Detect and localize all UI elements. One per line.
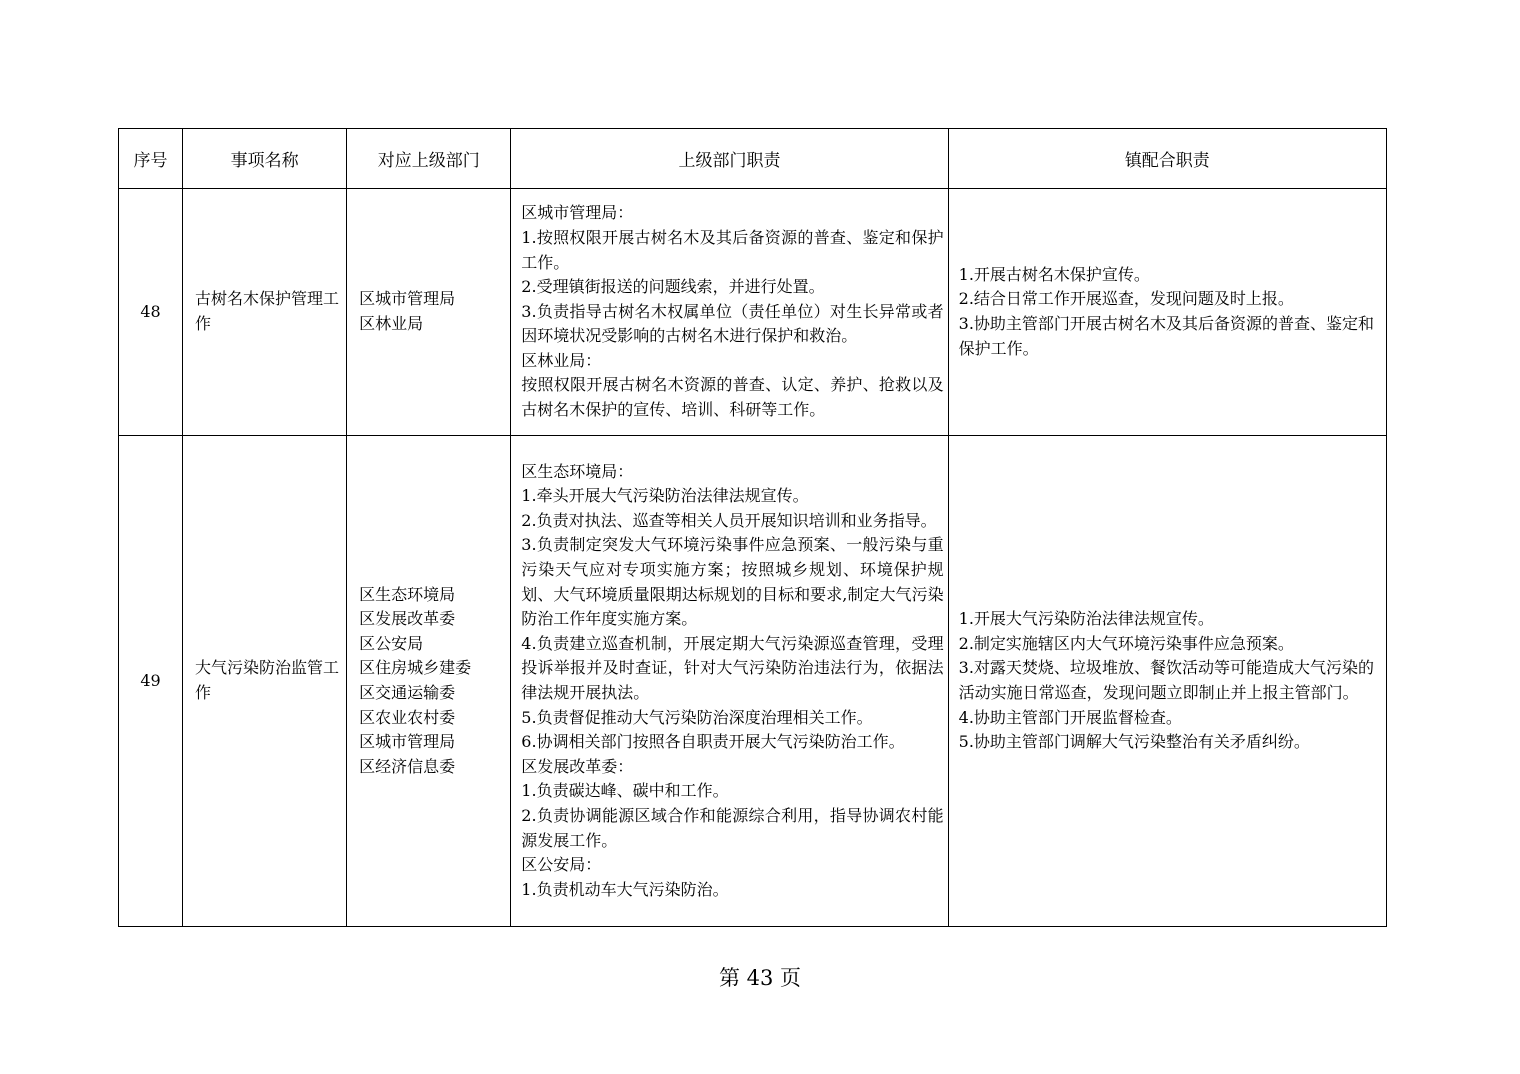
superior-departments [347,189,511,436]
duty-line: 2.负责对执法、巡查等相关人员开展知识培训和业务指导。 [521,510,937,530]
town-duty-line: 4.协助主管部门开展监督检查。 [958,707,1182,727]
duty-line: 3.负责制定突发大气环境污染事件应急预案、一般污染与重污染天气应对专项实施方案；按照城乡规划、环境保护规划、大气环境质量限期达标规划的目标和要求,制定大气污染防治工作年度实施方案。 [521,535,944,629]
superior-duties [511,436,948,927]
duty-line: 1.牵头开展大气污染防治法律法规宣传。 [521,486,809,506]
duty-line: 1.负责碳达峰、碳中和工作。 [521,781,729,801]
responsibility-table [118,128,1387,927]
page-number: 第 43 页 [718,966,802,990]
duty-line: 按照权限开展古树名木资源的普查、认定、养护、抢救以及古树名木保护的宣传、培训、科研等工作。 [521,375,944,420]
duty-line: 区林业局： [521,350,602,370]
duty-line: 2.负责协调能源区域合作和能源综合利用，指导协调农村能源发展工作。 [521,805,944,850]
superior-duties [511,189,948,436]
town-duty-line: 3.对露天焚烧、垃圾堆放、餐饮活动等可能造成大气污染的活动实施日常巡查，发现问题立即制止并上报主管部门。 [958,658,1374,702]
header-no: 序号 [119,129,183,189]
duty-line: 1.负责机动车大气污染防治。 [521,879,729,899]
department-name: 区发展改革委 [359,609,456,629]
duty-line: 区城市管理局： [521,203,634,223]
town-duties [948,189,1386,436]
item-name: 大气污染防治监管工作 [183,436,347,927]
town-duty-line: 2.制定实施辖区内大气环境污染事件应急预案。 [958,633,1294,653]
table-row [119,189,1387,436]
duty-line: 区生态环境局： [521,461,634,481]
department-name: 区生态环境局 [359,584,456,604]
header-name: 事项名称 [183,129,347,189]
row-number: 49 [119,436,183,927]
duty-line: 5.负责督促推动大气污染防治深度治理相关工作。 [521,707,873,727]
department-name: 区经济信息委 [359,756,456,776]
duty-line: 4.负责建立巡查机制，开展定期大气污染源巡查管理，受理投诉举报并及时查证，针对大气污染防治违法行为，依据法律法规开展执法。 [521,633,944,702]
town-duty-line: 3.协助主管部门开展古树名木及其后备资源的普查、鉴定和保护工作。 [958,314,1374,358]
duty-line: 1.按照权限开展古树名木及其后备资源的普查、鉴定和保护工作。 [521,227,944,272]
table-row [119,436,1387,927]
town-duty-line: 5.协助主管部门调解大气污染整治有关矛盾纠纷。 [958,732,1310,752]
town-duty-line: 1.开展大气污染防治法律法规宣传。 [958,609,1214,629]
duty-line: 区公安局： [521,855,602,875]
duty-line: 3.负责指导古树名木权属单位（责任单位）对生长异常或者因环境状况受影响的古树名木进行保护和救治。 [521,301,944,346]
header-duty: 上级部门职责 [511,129,948,189]
department-name: 区城市管理局 [359,289,456,309]
header-town: 镇配合职责 [948,129,1386,189]
town-duty-line: 1.开展古树名木保护宣传。 [958,264,1150,284]
duty-line: 6.协调相关部门按照各自职责开展大气污染防治工作。 [521,732,905,752]
table-header-row [119,129,1387,189]
duty-line: 2.受理镇街报送的问题线索，并进行处置。 [521,277,825,297]
town-duties [948,436,1386,927]
department-name: 区公安局 [359,633,424,653]
department-name: 区林业局 [359,314,424,333]
item-name: 古树名木保护管理工作 [183,189,347,436]
department-name: 区农业农村委 [359,707,456,727]
department-name: 区住房城乡建委 [359,658,472,678]
row-number: 48 [119,189,183,436]
duty-line: 区发展改革委： [521,756,634,776]
town-duty-line: 2.结合日常工作开展巡查，发现问题及时上报。 [958,289,1294,309]
superior-departments [347,436,511,927]
department-name: 区城市管理局 [359,732,456,752]
header-dept: 对应上级部门 [347,129,511,189]
department-name: 区交通运输委 [359,683,456,702]
